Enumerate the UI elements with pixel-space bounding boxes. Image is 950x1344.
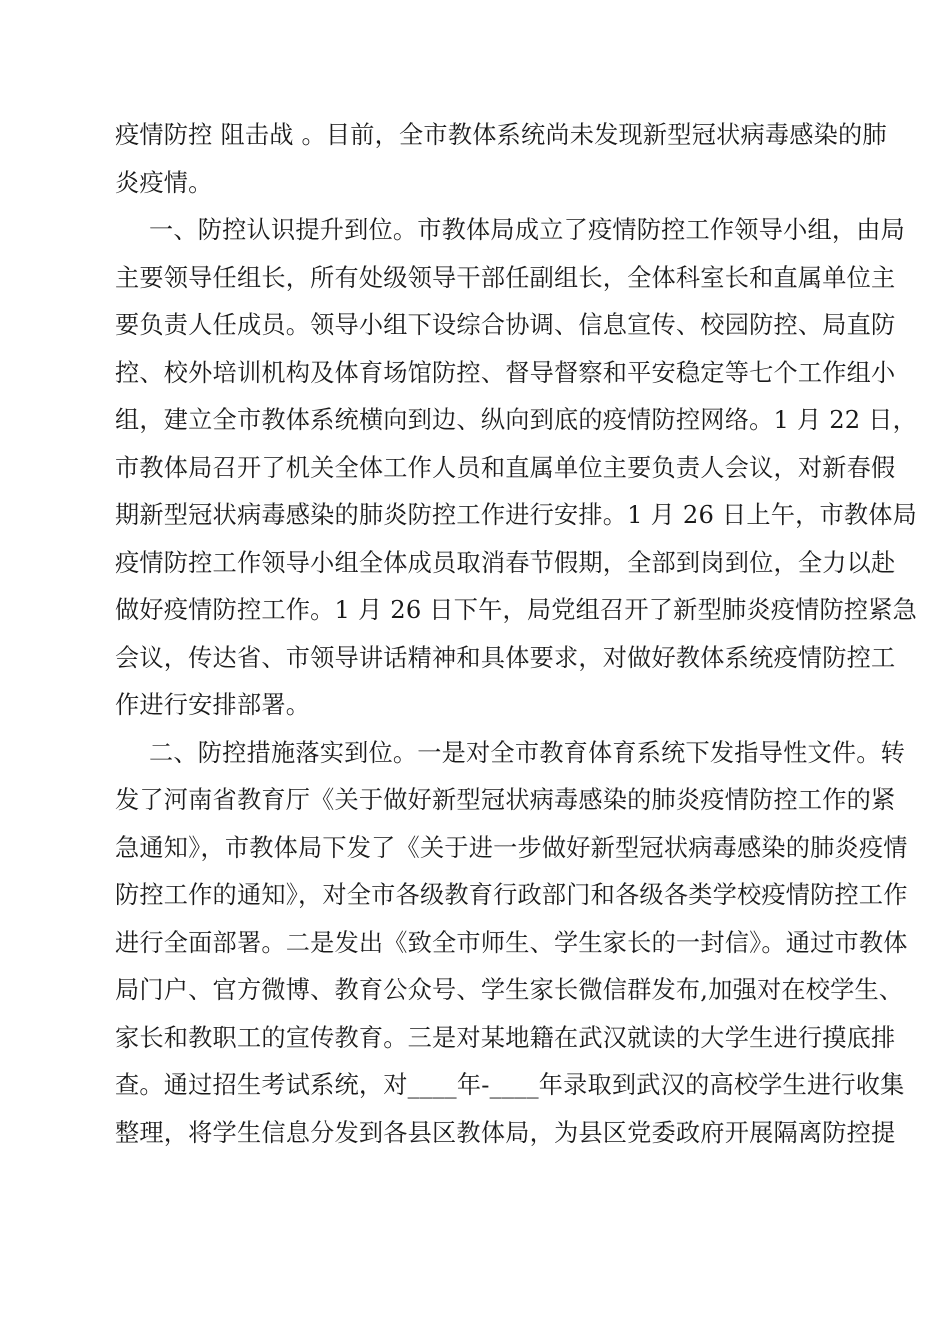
text-line: 防控工作的通知》，对全市各级教育行政部门和各级各类学校疫情防控工作	[115, 881, 908, 909]
paragraph-awareness	[115, 207, 918, 730]
text-line: 局门户、官方微博、教育公众号、学生家长微信群发布,加强对在校学生、	[115, 976, 904, 1004]
document-body	[115, 112, 918, 1157]
text-line: 控、校外培训机构及体育场馆防控、督导督察和平安稳定等七个工作组小	[115, 358, 896, 387]
text-line: 疫情防控工作领导小组全体成员取消春节假期，全部到岗到位，全力以赴	[115, 548, 896, 577]
text-line: 家长和教职工的宣传教育。三是对某地籍在武汉就读的大学生进行摸底排	[115, 1023, 896, 1052]
text-line: 会议，传达省、市领导讲话精神和具体要求，对做好教体系统疫情防控工	[115, 643, 896, 672]
text-line: 查。通过招生考试系统，对____年-____年录取到武汉的高校学生进行收集	[115, 1071, 905, 1099]
text-line: 作进行安排部署。	[115, 691, 311, 719]
text-line: 一、防控认识提升到位。市教体局成立了疫情防控工作领导小组，由局	[149, 216, 906, 244]
text-line: 期新型冠状病毒感染的肺炎防控工作进行安排。1 月 26 日上午，市教体局	[115, 501, 918, 529]
text-line: 做好疫情防控工作。1 月 26 日下午，局党组召开了新型肺炎疫情防控紧急	[115, 596, 918, 624]
text-line: 急通知》，市教体局下发了《关于进一步做好新型冠状病毒感染的肺炎疫情	[115, 833, 908, 862]
text-line: 二、防控措施落实到位。一是对全市教育体育系统下发指导性文件。转	[149, 738, 906, 767]
text-line: 整理，将学生信息分发到各县区教体局，为县区党委政府开展隔离防控提	[115, 1118, 896, 1147]
text-line: 要负责人任成员。领导小组下设综合协调、信息宣传、校园防控、局直防	[115, 311, 896, 339]
text-line: 疫情防控 阻击战 。目前，全市教体系统尚未发现新型冠状病毒感染的肺	[115, 121, 887, 149]
text-line: 组，建立全市教体系统横向到边、纵向到底的疫情防控网络。1 月 22 日，	[115, 406, 918, 434]
text-line: 主要领导任组长，所有处级领导干部任副组长，全体科室长和直属单位主	[115, 263, 896, 292]
paragraph-measures	[115, 730, 908, 1158]
paragraph-continuation	[115, 112, 887, 207]
text-line: 市教体局召开了机关全体工作人员和直属单位主要负责人会议，对新春假	[115, 453, 896, 482]
text-line: 炎疫情。	[115, 168, 213, 197]
text-line: 发了河南省教育厅《关于做好新型冠状病毒感染的肺炎疫情防控工作的紧	[115, 786, 896, 814]
text-line: 进行全面部署。二是发出《致全市师生、学生家长的一封信》。通过市教体	[115, 928, 908, 957]
